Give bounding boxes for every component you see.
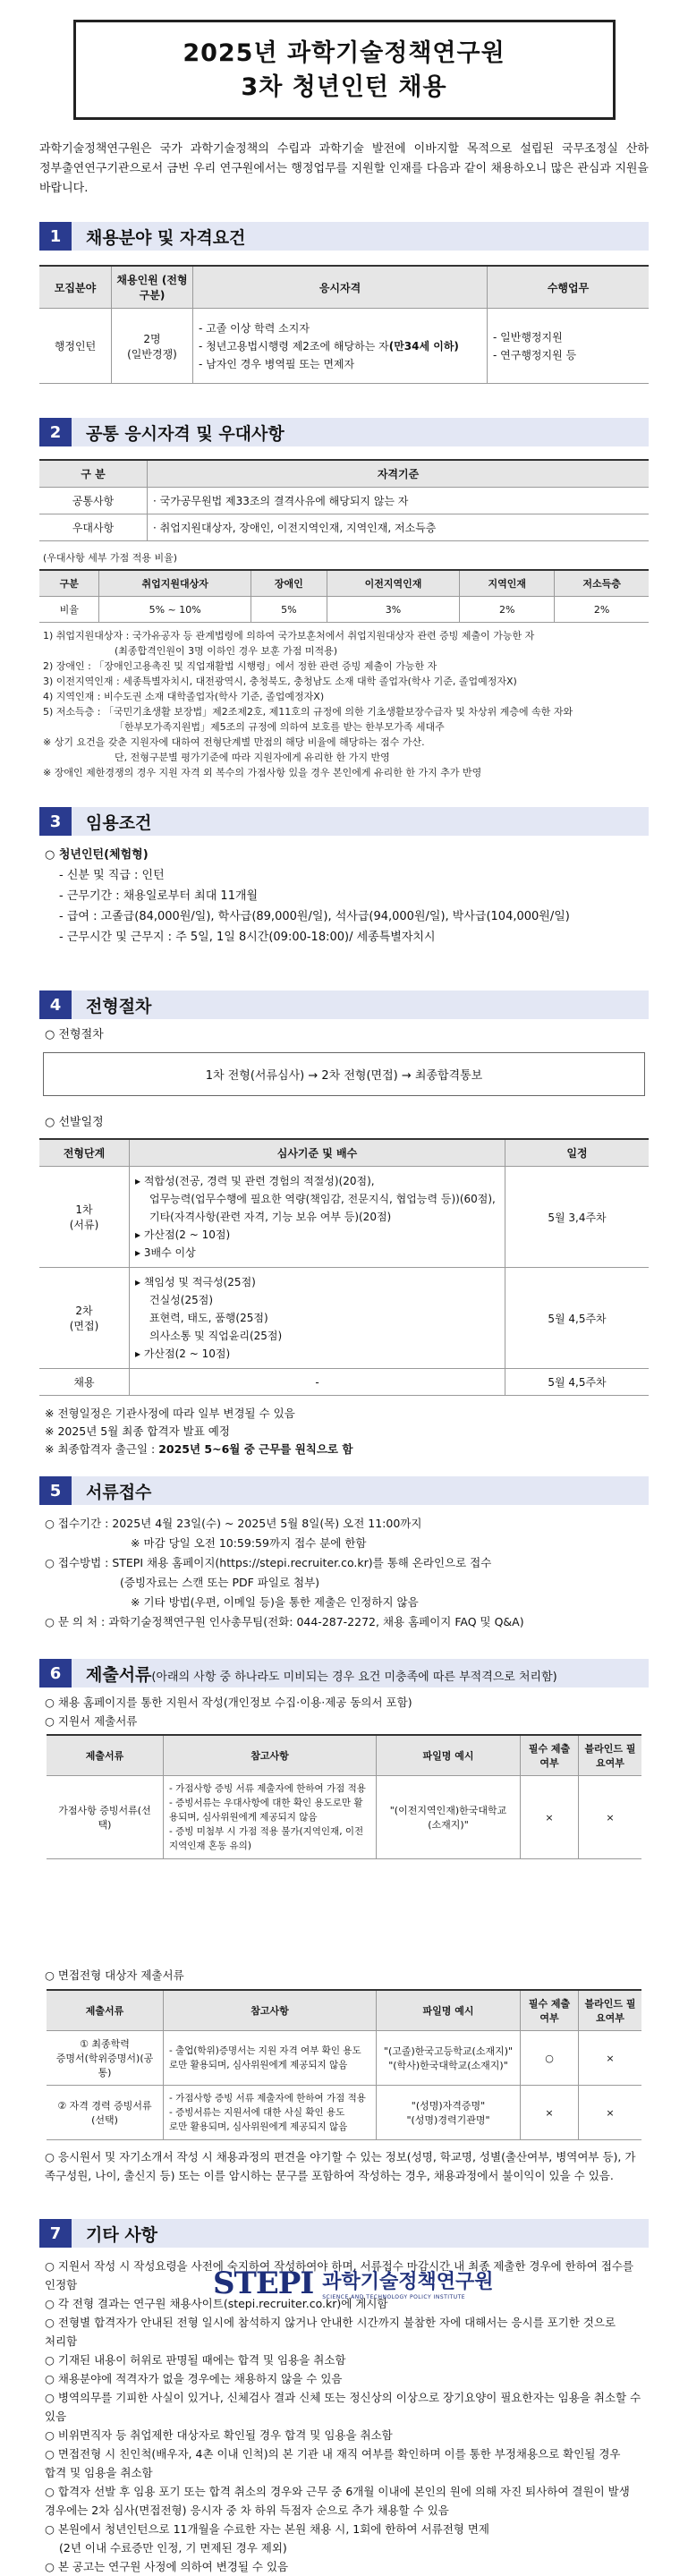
ratio-header: 구분 [39, 570, 99, 597]
section-2-number: 2 [39, 418, 72, 446]
stage-1-line: 기타(자격사항(관련 자격, 기능 보유 여부 등)(20점) [149, 1211, 392, 1223]
app-contact: ○ 문 의 처 : 과학기술정책연구원 인사총무팀(전화: 044-287-2272, 채용 홈페이지 FAQ 및 Q&A) [45, 1615, 524, 1628]
ratio-header: 지역인재 [460, 570, 555, 597]
ratio-header: 저소득층 [555, 570, 649, 597]
stepi-logo [213, 2266, 494, 2301]
section-6-title-main: 제출서류 [86, 1664, 152, 1685]
doc-filename [377, 1776, 521, 1859]
stage-2-name: 2차 [75, 1305, 93, 1317]
logo-korean: 과학기술정책연구원 [322, 2271, 494, 2293]
stage-1 [39, 1167, 130, 1268]
other-matter-item: ○ 병역의무를 기피한 사실이 있거나, 신체검사 결과 신체 또는 정신상의 이상으로 장기요양이 필요한자는 임용을 취소할 수 있음 [45, 2391, 641, 2423]
ratio-value: 3% [327, 597, 459, 623]
ratio-value: 2% [555, 597, 649, 623]
other-matter-item: ○ 합격자 선발 후 임용 포기 또는 합격 취소의 경우와 근무 중 6개월 이내에 본인의 원에 의해 자진 퇴사하여 결원이 발생 경우에는 2차 심사(면접전형) 응시자 중 차 하위 득점자 순으로 추가 채용할 수 있음 [45, 2485, 630, 2517]
th-stage: 전형단계 [39, 1139, 130, 1167]
stage-3-name: 채용 [39, 1369, 130, 1396]
app-period: ○ 접수기간 : 2025년 4월 23일(수) ~ 2025년 5월 8일(목) 오전 11:00까지 [45, 1517, 422, 1530]
schedule-note: ※ 전형일정은 기관사정에 따라 일부 변경될 수 있음 [45, 1407, 295, 1420]
th-content: 심사기준 및 배수 [130, 1139, 505, 1167]
th-std: 자격기준 [148, 460, 650, 488]
th-date: 일정 [505, 1139, 650, 1167]
ratio-caption: (우대사항 세부 가점 적용 비율) [43, 552, 178, 564]
section-6-title [86, 1662, 557, 1686]
intern-type: ○ 청년인턴(체험형) [45, 848, 149, 862]
title-box [73, 20, 616, 120]
preference-note: 3) 이전지역인재 : 세종특별자치시, 대전광역시, 충청북도, 충청남도 소재 대학 졸업자(학사 기준, 졸업예정자X) [43, 676, 517, 687]
preference-note: 2) 장애인 : 「장애인고용촉진 및 직업재활법 시행령」에서 정한 관련 증빙 제출이 가능한 자 [43, 660, 437, 672]
start-date-label: ※ 최종합격자 출근일 : [45, 1442, 159, 1456]
other-matter-item: ○ 각 전형 결과는 연구원 채용사이트(stepi.recruiter.co.kr)에 게시함 [45, 2297, 388, 2310]
doc-name [47, 2031, 164, 2086]
schedule-label: ○ 선발일정 [45, 1116, 104, 1129]
preference-note: 「한부모가족지원법」제5조의 규정에 의하여 보호를 받는 한부모가족 세대주 [115, 721, 445, 733]
other-matter-item: ○ 비위면직자 등 취업제한 대상자로 확인될 경우 합격 및 임용을 취소함 [45, 2428, 393, 2442]
stage-2-line: ▸ 가산점(2 ~ 10점) [135, 1348, 231, 1360]
other-matter-item: ○ 면접전형 시 친인척(배우자, 4촌 이내 인척)의 본 기관 내 재직 여부를 확인하며 이를 통한 부정채용으로 확인될 경우 합격 및 임용을 취소함 [45, 2447, 621, 2479]
doc-note: - 출업(학위)증명서는 지원 자격 여부 확인 용도 [169, 2045, 361, 2056]
stage-2-content [130, 1268, 505, 1369]
app-attach-note: (증빙자료는 스캔 또는 PDF 파일로 첨부) [120, 1576, 320, 1589]
stage-2-line: 건실성(25점) [149, 1294, 214, 1306]
section-6-header [39, 1659, 649, 1688]
doc-blind: × [579, 2031, 642, 2086]
submission-table-2 [47, 1989, 641, 2140]
section-3-number: 3 [39, 807, 72, 836]
std-pref: · 취업지원대상자, 장애인, 이전지역인재, 지역인재, 저소득층 [148, 514, 650, 541]
application-info [45, 1514, 643, 1632]
section-5-header [39, 1476, 649, 1505]
kind-pref: 우대사항 [39, 514, 148, 541]
stage-1-line: ▸ 3배수 이상 [135, 1246, 196, 1259]
ratio-value: 5% ~ 10% [99, 597, 251, 623]
schedule-notes [45, 1405, 643, 1458]
kind-common: 공통사항 [39, 488, 148, 514]
doc-filename [377, 2031, 521, 2086]
other-matter-item: (2년 이내 수료증만 인정, 기 면제된 경우 제외) [59, 2541, 287, 2555]
app-method[interactable]: ○ 접수방법 : STEPI 채용 홈페이지(https://stepi.recruiter.co.kr)를 통해 온라인으로 접수 [45, 1556, 492, 1569]
title-line-1: 2025년 과학기술정책연구원 [183, 39, 505, 67]
doc-notes [164, 2031, 377, 2086]
ratio-value: 비율 [39, 597, 99, 623]
doc-blind: × [579, 2086, 642, 2140]
section-6-title-note: (아래의 사항 중 하나라도 미비되는 경우 요건 미충족에 따른 부적격으로 처리함) [151, 1670, 557, 1684]
doc-filename [377, 2086, 521, 2140]
doc-required: ○ [521, 2031, 579, 2086]
start-date-value: 2025년 5~6월 중 근무를 원칙으로 함 [158, 1442, 353, 1456]
app-deadline-note: ※ 마감 당일 오전 10:59:59까지 접수 분에 한함 [131, 1536, 367, 1550]
submission-table-1 [47, 1734, 641, 1859]
recruitment-notice [0, 20, 688, 2573]
doc-note: 로만 활용되며, 심사위원에게 제공되지 않음 [169, 2060, 348, 2070]
stage-1-name: 1차 [75, 1203, 93, 1216]
doc-note: - 가점사항 증빙 서류 제출자에 한하여 가점 적용 [169, 1783, 366, 1794]
start-date-note [45, 1441, 643, 1458]
hire-type: (일반경쟁) [127, 347, 177, 361]
other-matter-item: ○ 본원에서 청년인턴으로 11개월을 수료한 자는 본원 채용 시, 1회에 한하여 서류전형 면제 [45, 2522, 489, 2536]
qual-line-3: - 남자인 경우 병역필 또는 면제자 [199, 357, 355, 370]
th-blind: 블라인드 필요여부 [579, 1990, 642, 2031]
cond-1: - 신분 및 직급 : 인턴 [59, 869, 165, 882]
duty-line-2: - 연구행정지원 등 [493, 348, 577, 361]
flow-label: ○ 전형절차 [45, 1028, 104, 1041]
section-7-number: 7 [39, 2219, 72, 2248]
th-qual: 응시자격 [193, 266, 488, 309]
stage-2-line: 의사소통 및 직업윤리(25점) [149, 1330, 283, 1342]
th-field: 모집분야 [39, 266, 112, 309]
stage-3-content: - [130, 1369, 505, 1396]
filename-line: "(이전지역인재)한국대학교 [389, 1805, 507, 1816]
section-7-title: 기타 사항 [86, 2224, 158, 2245]
preference-note: 4) 지역인재 : 비수도권 소재 대학졸업자(학사 기준, 졸업예정자X) [43, 691, 325, 702]
filename-line: (소재지)" [428, 1819, 469, 1831]
doc-required: × [521, 1776, 579, 1859]
other-matter-item: ○ 지원서 작성 시 작성요령을 사전에 숙지하여 작성하여야 하며, 서류접수 마감시간 내 최종 제출한 경우에 한하여 접수를 인정함 [45, 2259, 634, 2291]
th-required: 필수 제출여부 [521, 1735, 579, 1776]
filename-line: "(성명)자격증명" [411, 2100, 486, 2112]
doc-required: × [521, 2086, 579, 2140]
doc-name-line: 증명서(학위증명서)(공통) [55, 2053, 154, 2079]
stage-1-line: ▸ 가산점(2 ~ 10점) [135, 1228, 231, 1241]
qual-line-2 [199, 337, 481, 355]
section-2-header [39, 418, 649, 446]
section-4-number: 4 [39, 990, 72, 1019]
filename-line: "(고졸)한국고등학교(소재지)" [383, 2045, 514, 2057]
doc-note: - 가점사항 증빙 서류 제출자에 한하여 가점 적용 [169, 2093, 366, 2104]
filename-line: "(학사)한국대학교(소재지)" [388, 2060, 508, 2071]
std-common: · 국가공무원법 제33조의 결격사유에 해당되지 않는 자 [148, 488, 650, 514]
th-doc: 제출서류 [47, 1735, 164, 1776]
other-matter-item: ○ 기재된 내용이 허위로 판명될 때에는 합격 및 임용을 취소함 [45, 2353, 346, 2367]
stage-2-type: (면접) [69, 1320, 99, 1332]
preference-note: 5) 저소득층 : 「국민기초생활 보장법」제2조제2호, 제11호의 규정에 의한 기초생활보장수급자 및 차상위 계층에 속한 자와 [43, 706, 573, 718]
stage-1-date: 5월 3,4주차 [505, 1167, 650, 1268]
doc-note: 로만 활용되며, 심사위원에게 제공되지 않음 [169, 2121, 348, 2132]
section-1-header [39, 222, 649, 251]
selection-flow: 1차 전형(서류심사) → 2차 전형(면접) → 최종합격통보 [43, 1052, 645, 1096]
logo-english: STEPI [213, 2266, 314, 2301]
hire-cell [112, 309, 193, 384]
stage-3-date: 5월 4,5주차 [505, 1369, 650, 1396]
preference-note: 1) 취업지원대상자 : 국가유공자 등 관계법령에 의하여 국가보훈처에서 취업지원대상자 관련 증빙 제출이 가능한 자 [43, 630, 535, 642]
preference-note: (최종합격인원이 3명 이하인 경우 보훈 가점 미적용) [115, 645, 338, 657]
qual-cell [193, 309, 488, 384]
th-filename: 파일명 예시 [377, 1735, 521, 1776]
schedule-note: ※ 2025년 5월 최종 합격자 발표 예정 [45, 1424, 230, 1438]
doc-name: ② 자격 경력 증빙서류(선택) [47, 2086, 164, 2140]
other-matters-list [45, 2257, 643, 2576]
stage-2 [39, 1268, 130, 1369]
section-7-header [39, 2219, 649, 2248]
section-1-title: 채용분야 및 자격요건 [86, 227, 246, 248]
qual-age-limit: (만34세 이하) [388, 339, 459, 353]
section-1-number: 1 [39, 222, 72, 251]
th-doc: 제출서류 [47, 1990, 164, 2031]
stage-2-line: ▸ 책임성 및 적극성(25점) [135, 1276, 256, 1288]
th-duty: 수행업무 [488, 266, 650, 309]
filename-line: "(성명)경력기관명" [406, 2114, 490, 2126]
schedule-table [39, 1138, 649, 1396]
other-matter-item: ○ 본 공고는 연구원 사정에 의하여 변경될 수 있음 [45, 2560, 289, 2573]
preference-note: ※ 장애인 제한경쟁의 경우 지원 자격 외 복수의 가점사항 있을 경우 본인에게 유리한 한 가지 추가 반영 [43, 767, 482, 778]
doc-note: - 증빙 미첨부 시 가점 적용 불가(지역인재, 이전지역인재 혼동 유의) [169, 1826, 364, 1851]
cond-4: - 근무시간 및 근무지 : 주 5일, 1일 8시간(09:00-18:00)/ 세종특별자치시 [59, 931, 436, 944]
doc-blind: × [579, 1776, 642, 1859]
section-6-number: 6 [39, 1659, 72, 1688]
other-matter-item: ○ 채용분야에 적격자가 없을 경우에는 채용하지 않을 수 있음 [45, 2372, 343, 2385]
doc-name: 가점사항 증빙서류(선택) [47, 1776, 164, 1859]
common-qualification-table [39, 459, 649, 541]
ratio-table [39, 569, 649, 623]
section-5-number: 5 [39, 1476, 72, 1505]
title-line-2: 3차 청년인턴 채용 [241, 73, 447, 101]
section-3-title: 임용조건 [86, 812, 152, 833]
doc-lead-2: ○ 지원서 제출서류 [45, 1714, 138, 1728]
hire-count: 2명 [143, 332, 161, 345]
preference-note: ※ 상기 요건을 갖춘 지원자에 대하여 전형단계별 만점의 해당 비율에 해당하는 점수 가산. [43, 736, 425, 748]
th-kind: 구 분 [39, 460, 148, 488]
duty-cell [488, 309, 650, 384]
th-hire: 채용인원 (전형구분) [112, 266, 193, 309]
cond-2: - 근무기간 : 채용일로부터 최대 11개월 [59, 889, 259, 903]
qual-line-1: - 고졸 이상 학력 소지자 [199, 321, 310, 335]
qualification-table [39, 265, 649, 384]
cond-3: - 급여 : 고졸급(84,000원/일), 학사급(89,000원/일), 석사급(94,000원/일), 박사급(104,000원/일) [59, 910, 570, 923]
ratio-value: 5% [251, 597, 327, 623]
section-4-title: 전형절차 [86, 996, 152, 1016]
doc-notes [164, 1776, 377, 1859]
doc-note: - 증빙서류는 우대사항에 대한 확인 용도로만 활용되며, 심사위원에게 제공되지 않음 [169, 1798, 363, 1823]
stage-2-line: 표현력, 태도, 품행(25점) [149, 1312, 268, 1324]
app-other-method-note: ※ 기타 방법(우편, 이메일 등)을 통한 제출은 인정하지 않음 [131, 1595, 419, 1609]
employment-conditions [45, 845, 643, 948]
stage-2-date: 5월 4,5주차 [505, 1268, 650, 1369]
doc-notes [164, 2086, 377, 2140]
doc-name-line: ① 최종학력 [80, 2038, 130, 2050]
section-4-header [39, 990, 649, 1019]
field-cell: 행정인턴 [39, 309, 112, 384]
th-notes: 참고사항 [164, 1735, 377, 1776]
th-required: 필수 제출여부 [521, 1990, 579, 2031]
section-5-title: 서류접수 [86, 1482, 152, 1502]
logo-korean-block [322, 2266, 493, 2300]
duty-line-1: - 일반행정지원 [493, 330, 563, 344]
doc-note: - 증빙서류는 지원서에 대한 사실 확인 용도 [169, 2107, 345, 2118]
other-matter-item: ○ 전형별 합격자가 안내된 전형 일시에 참석하지 않거나 안내한 시간까지 불참한 자에 대해서는 응시를 포기한 것으로 처리함 [45, 2316, 616, 2348]
th-filename: 파일명 예시 [377, 1990, 521, 2031]
preference-note: 단, 전형구분별 평가기준에 따라 지원자에게 유리한 한 가지 반영 [115, 752, 390, 763]
ratio-value: 2% [460, 597, 555, 623]
stage-1-content [130, 1167, 505, 1268]
stage-1-line: ▸ 적합성(전공, 경력 및 관련 경험의 적절성)(20점), [135, 1175, 375, 1187]
section-3-header [39, 807, 649, 836]
logo-subtitle: SCIENCE AND TECHNOLOGY POLICY INSTITUTE [322, 2294, 466, 2300]
section-2-title: 공통 응시자격 및 우대사항 [86, 423, 285, 444]
blind-warning: ○ 응시원서 및 자기소개서 작성 시 채용과정의 편견을 야기할 수 있는 정보(성명, 학교명, 성별(출산여부, 병역여부 등), 가족구성원, 나이, 출신지 등) 또는 이를 암시하는 문구를 포함하여 작성하는 경우, 채용과정에서 불이익이 있을 수 있음. [45, 2150, 636, 2182]
ratio-header: 취업지원대상자 [99, 570, 251, 597]
documents-lead [45, 1693, 643, 1730]
ratio-header: 장애인 [251, 570, 327, 597]
th-notes: 참고사항 [164, 1990, 377, 2031]
stage-1-type: (서류) [69, 1219, 99, 1231]
doc-lead-1: ○ 채용 홈페이지를 통한 지원서 작성(개인정보 수집·이용·제공 동의서 포함) [45, 1696, 412, 1709]
preference-notes [43, 628, 645, 780]
stage-1-line: 업무능력(업무수행에 필요한 역량(책임감, 전문지식, 협업능력 등))(60점), [149, 1193, 496, 1205]
intro-paragraph: 과학기술정책연구원은 국가 과학기술정책의 수립과 과학기술 발전에 이바지할 목적으로 설립된 국무조정실 산하 정부출연연구기관으로서 금번 우리 연구원에서는 행정업무를 지원할 인재를 다음과 같이 채용하오니 많은 관심과 지원을 바랍니다. [39, 142, 649, 195]
th-blind: 블라인드 필요여부 [579, 1735, 642, 1776]
ratio-header: 이전지역인재 [327, 570, 459, 597]
interview-docs-label: ○ 면접전형 대상자 제출서류 [45, 1968, 184, 1982]
qual-line-2-text: - 청년고용법시행령 제2조에 해당하는 자 [199, 339, 389, 353]
